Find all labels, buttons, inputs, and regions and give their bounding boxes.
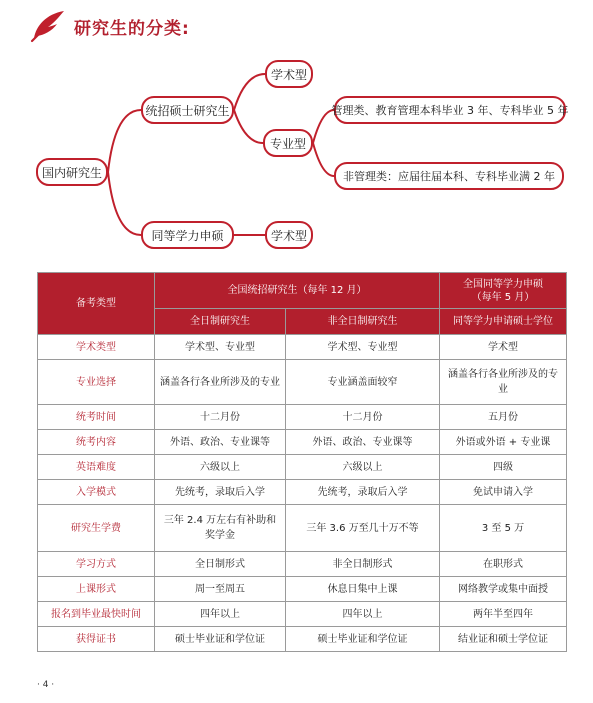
table-cell: 涵盖各行各业所涉及的专业 [440,360,567,405]
group-header-equivalent: 全国同等学力申硕 （每年 5 月） [440,273,567,309]
row-label: 专业选择 [38,360,155,405]
row-label: 学习方式 [38,552,155,577]
table-cell: 学术型、专业型 [155,335,286,360]
table-row [38,505,567,552]
table-cell: 两年半至四年 [440,602,567,627]
node-professional-type: 专业型 [263,129,313,157]
table-row [38,577,567,602]
table-cell: 先统考，录取后入学 [286,480,440,505]
table-cell: 十二月份 [286,405,440,430]
page-header [28,8,190,44]
row-label: 获得证书 [38,627,155,652]
column-header-part-time: 非全日制研究生 [286,309,440,335]
table-cell: 外语、政治、专业课等 [286,430,440,455]
node-non-management-category: 非管理类：应届往届本科、专科毕业满 2 年 [334,162,564,190]
table-cell: 三年 2.4 万左右有补助和奖学金 [155,505,286,552]
table-cell: 六级以上 [286,455,440,480]
table-cell: 结业证和硕士学位证 [440,627,567,652]
table-cell: 学术型 [440,335,567,360]
table-cell: 专业涵盖面较窄 [286,360,440,405]
row-label: 上课形式 [38,577,155,602]
table-cell: 先统考，录取后入学 [155,480,286,505]
page-number: · 4 · [37,680,55,690]
table-cell: 学术型、专业型 [286,335,440,360]
node-unified-master: 统招硕士研究生 [141,96,234,124]
classification-diagram [0,52,593,257]
table-row [38,335,567,360]
node-equivalent-degree: 同等学力申硕 [141,221,234,249]
table-cell: 四年以上 [155,602,286,627]
table-row [38,602,567,627]
connector-root-unified [108,110,141,172]
quill-pen-icon [28,8,68,44]
column-header-equivalent-degree: 同等学力申请硕士学位 [440,309,567,335]
row-label: 学术类型 [38,335,155,360]
table-cell: 3 至 5 万 [440,505,567,552]
table-cell: 非全日制形式 [286,552,440,577]
node-academic-type-1: 学术型 [265,60,313,88]
table-cell: 涵盖各行各业所涉及的专业 [155,360,286,405]
table-row [38,552,567,577]
table-cell: 硕士毕业证和学位证 [286,627,440,652]
comparison-table [37,272,567,652]
node-management-category: 管理类、教育管理本科毕业 3 年、专科毕业 5 年 [334,96,566,124]
table-row [38,627,567,652]
row-label: 报名到毕业最快时间 [38,602,155,627]
table-cell: 五月份 [440,405,567,430]
table-cell: 四年以上 [286,602,440,627]
table-cell: 网络教学或集中面授 [440,577,567,602]
node-domestic-graduate: 国内研究生 [36,158,108,186]
row-label: 统考时间 [38,405,155,430]
table-row [38,430,567,455]
connector-unified-professional [234,110,263,143]
table-cell: 十二月份 [155,405,286,430]
row-label: 英语难度 [38,455,155,480]
table-cell: 周一至周五 [155,577,286,602]
column-header-full-time: 全日制研究生 [155,309,286,335]
row-label: 统考内容 [38,430,155,455]
table-cell: 免试申请入学 [440,480,567,505]
table-cell: 全日制形式 [155,552,286,577]
table-cell: 三年 3.6 万至几十万不等 [286,505,440,552]
table-cell: 四级 [440,455,567,480]
page-title: 研究生的分类: [74,18,190,39]
table-cell: 休息日集中上课 [286,577,440,602]
node-academic-type-2: 学术型 [265,221,313,249]
connector-unified-academic [234,74,265,110]
table-cell: 六级以上 [155,455,286,480]
table-cell: 硕士毕业证和学位证 [155,627,286,652]
table-row [38,455,567,480]
connector-professional-nonmanagement [313,143,334,176]
table-row [38,360,567,405]
table-corner-header: 备考类型 [38,273,155,335]
row-label: 研究生学费 [38,505,155,552]
table-cell: 在职形式 [440,552,567,577]
row-label: 入学模式 [38,480,155,505]
table-row [38,405,567,430]
table-row [38,480,567,505]
group-header-unified: 全国统招研究生（每年 12 月） [155,273,440,309]
table-cell: 外语或外语 + 专业课 [440,430,567,455]
table-cell: 外语、政治、专业课等 [155,430,286,455]
connector-root-equivalent [108,172,141,235]
